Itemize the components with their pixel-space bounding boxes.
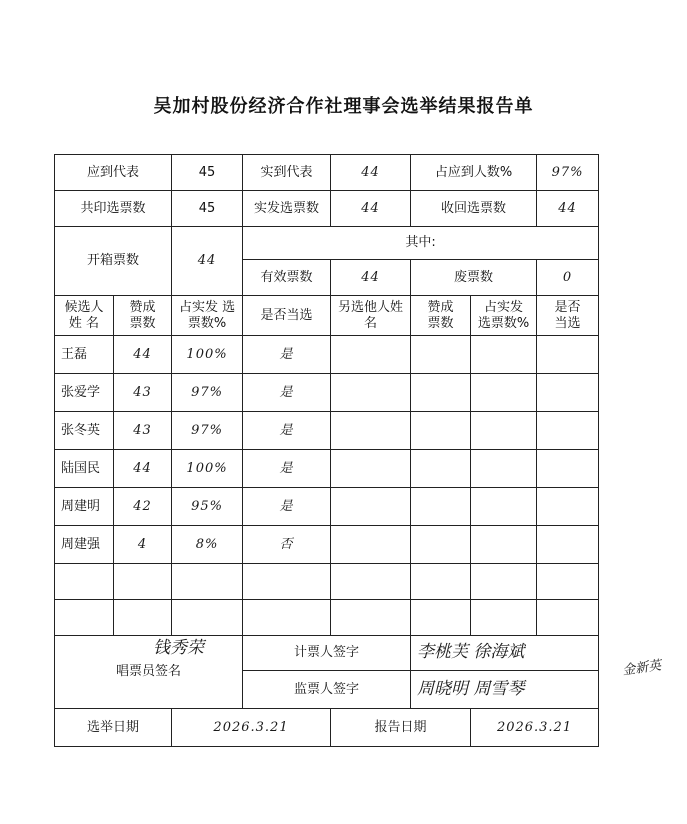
column-header-row [55,296,599,336]
empty-cell [537,412,599,450]
candidate-elected: 是 [243,336,331,374]
table-row [55,600,599,636]
empty-cell [331,374,411,412]
empty-cell [471,412,537,450]
empty-cell [471,450,537,488]
counter-signature-cell [411,636,599,671]
actual-representatives-value: 44 [331,155,411,191]
document-title: 吴加村股份经济合作社理事会选举结果报告单 [153,96,534,117]
col-other-percent: 占实发 选票数% [471,296,537,336]
empty-cell [537,450,599,488]
empty-cell [411,374,471,412]
supervisor-signature-label: 监票人签字 [243,671,411,709]
issued-ballots-value: 44 [331,191,411,227]
col-other-candidate: 另选他人姓 名 [331,296,411,336]
invalid-ballots-value: 0 [537,260,599,296]
candidate-row [55,526,599,564]
candidate-row [55,450,599,488]
candidate-name: 张爱学 [55,374,114,412]
supervisor-signature-cell [411,671,599,709]
candidate-elected: 是 [243,412,331,450]
caller-signature-label: 唱票员签名 [116,664,182,679]
candidate-percent: 97% [172,374,243,412]
candidate-name: 陆国民 [55,450,114,488]
candidate-row [55,336,599,374]
empty-cell [537,374,599,412]
candidate-votes: 43 [114,412,172,450]
empty-cell [537,488,599,526]
report-date-value: 2026.3.21 [471,709,599,747]
candidate-votes: 44 [114,450,172,488]
empty-cell [331,488,411,526]
candidate-name: 张冬英 [55,412,114,450]
candidate-votes: 44 [114,336,172,374]
invalid-ballots-label: 废票数 [411,260,537,296]
due-representatives-value: 45 [172,155,243,191]
empty-cell [331,336,411,374]
empty-cell [471,374,537,412]
col-votes: 赞成 票数 [114,296,172,336]
box-count-value: 44 [172,227,243,296]
candidate-votes: 42 [114,488,172,526]
election-date-label: 选举日期 [55,709,172,747]
supervisor-signature: 周晓明 周雪琴 [417,678,525,699]
empty-cell [411,526,471,564]
election-report-table [54,154,599,747]
counter-signature: 李桃芙 徐海斌 [417,642,525,662]
caller-signature: 钱秀荣 [153,638,204,658]
counter-signature-label: 计票人签字 [243,636,411,671]
extra-counter-signature: 金新英 [621,658,663,679]
empty-cell [471,336,537,374]
printed-ballots-label: 共印选票数 [55,191,172,227]
candidate-name: 周建强 [55,526,114,564]
candidate-name: 周建明 [55,488,114,526]
collected-ballots-value: 44 [537,191,599,227]
empty-cell [331,412,411,450]
col-other-votes: 赞成 票数 [411,296,471,336]
empty-cell [411,336,471,374]
printed-ballots-value: 45 [172,191,243,227]
empty-cell [471,526,537,564]
empty-cell [331,450,411,488]
actual-representatives-label: 实到代表 [243,155,331,191]
candidate-percent: 100% [172,336,243,374]
col-elected: 是否当选 [243,296,331,336]
empty-cell [537,526,599,564]
col-other-elected: 是否 当选 [537,296,599,336]
col-percent: 占实发 选 票数% [172,296,243,336]
candidate-row [55,374,599,412]
candidate-votes: 4 [114,526,172,564]
empty-cell [411,412,471,450]
candidate-name: 王磊 [55,336,114,374]
valid-ballots-label: 有效票数 [243,260,331,296]
empty-cell [537,336,599,374]
candidate-votes: 43 [114,374,172,412]
candidate-elected: 是 [243,374,331,412]
candidate-row [55,488,599,526]
candidate-row [55,412,599,450]
attendance-rate-label: 占应到人数% [411,155,537,191]
empty-cell [411,488,471,526]
due-representatives-label: 应到代表 [55,155,172,191]
of-which-label: 其中: [243,227,599,260]
col-candidate-name: 候选人 姓 名 [55,296,114,336]
valid-ballots-value: 44 [331,260,411,296]
candidate-percent: 8% [172,526,243,564]
empty-cell [411,450,471,488]
empty-cell [331,526,411,564]
issued-ballots-label: 实发选票数 [243,191,331,227]
candidate-percent: 100% [172,450,243,488]
candidate-elected: 否 [243,526,331,564]
report-date-label: 报告日期 [331,709,471,747]
caller-signature-cell [55,636,243,709]
collected-ballots-label: 收回选票数 [411,191,537,227]
candidate-percent: 95% [172,488,243,526]
candidate-elected: 是 [243,488,331,526]
attendance-rate-value: 97% [537,155,599,191]
box-count-label: 开箱票数 [55,227,172,296]
table-row [55,564,599,600]
empty-cell [471,488,537,526]
candidate-rows [55,336,599,564]
candidate-percent: 97% [172,412,243,450]
election-date-value: 2026.3.21 [172,709,331,747]
candidate-elected: 是 [243,450,331,488]
